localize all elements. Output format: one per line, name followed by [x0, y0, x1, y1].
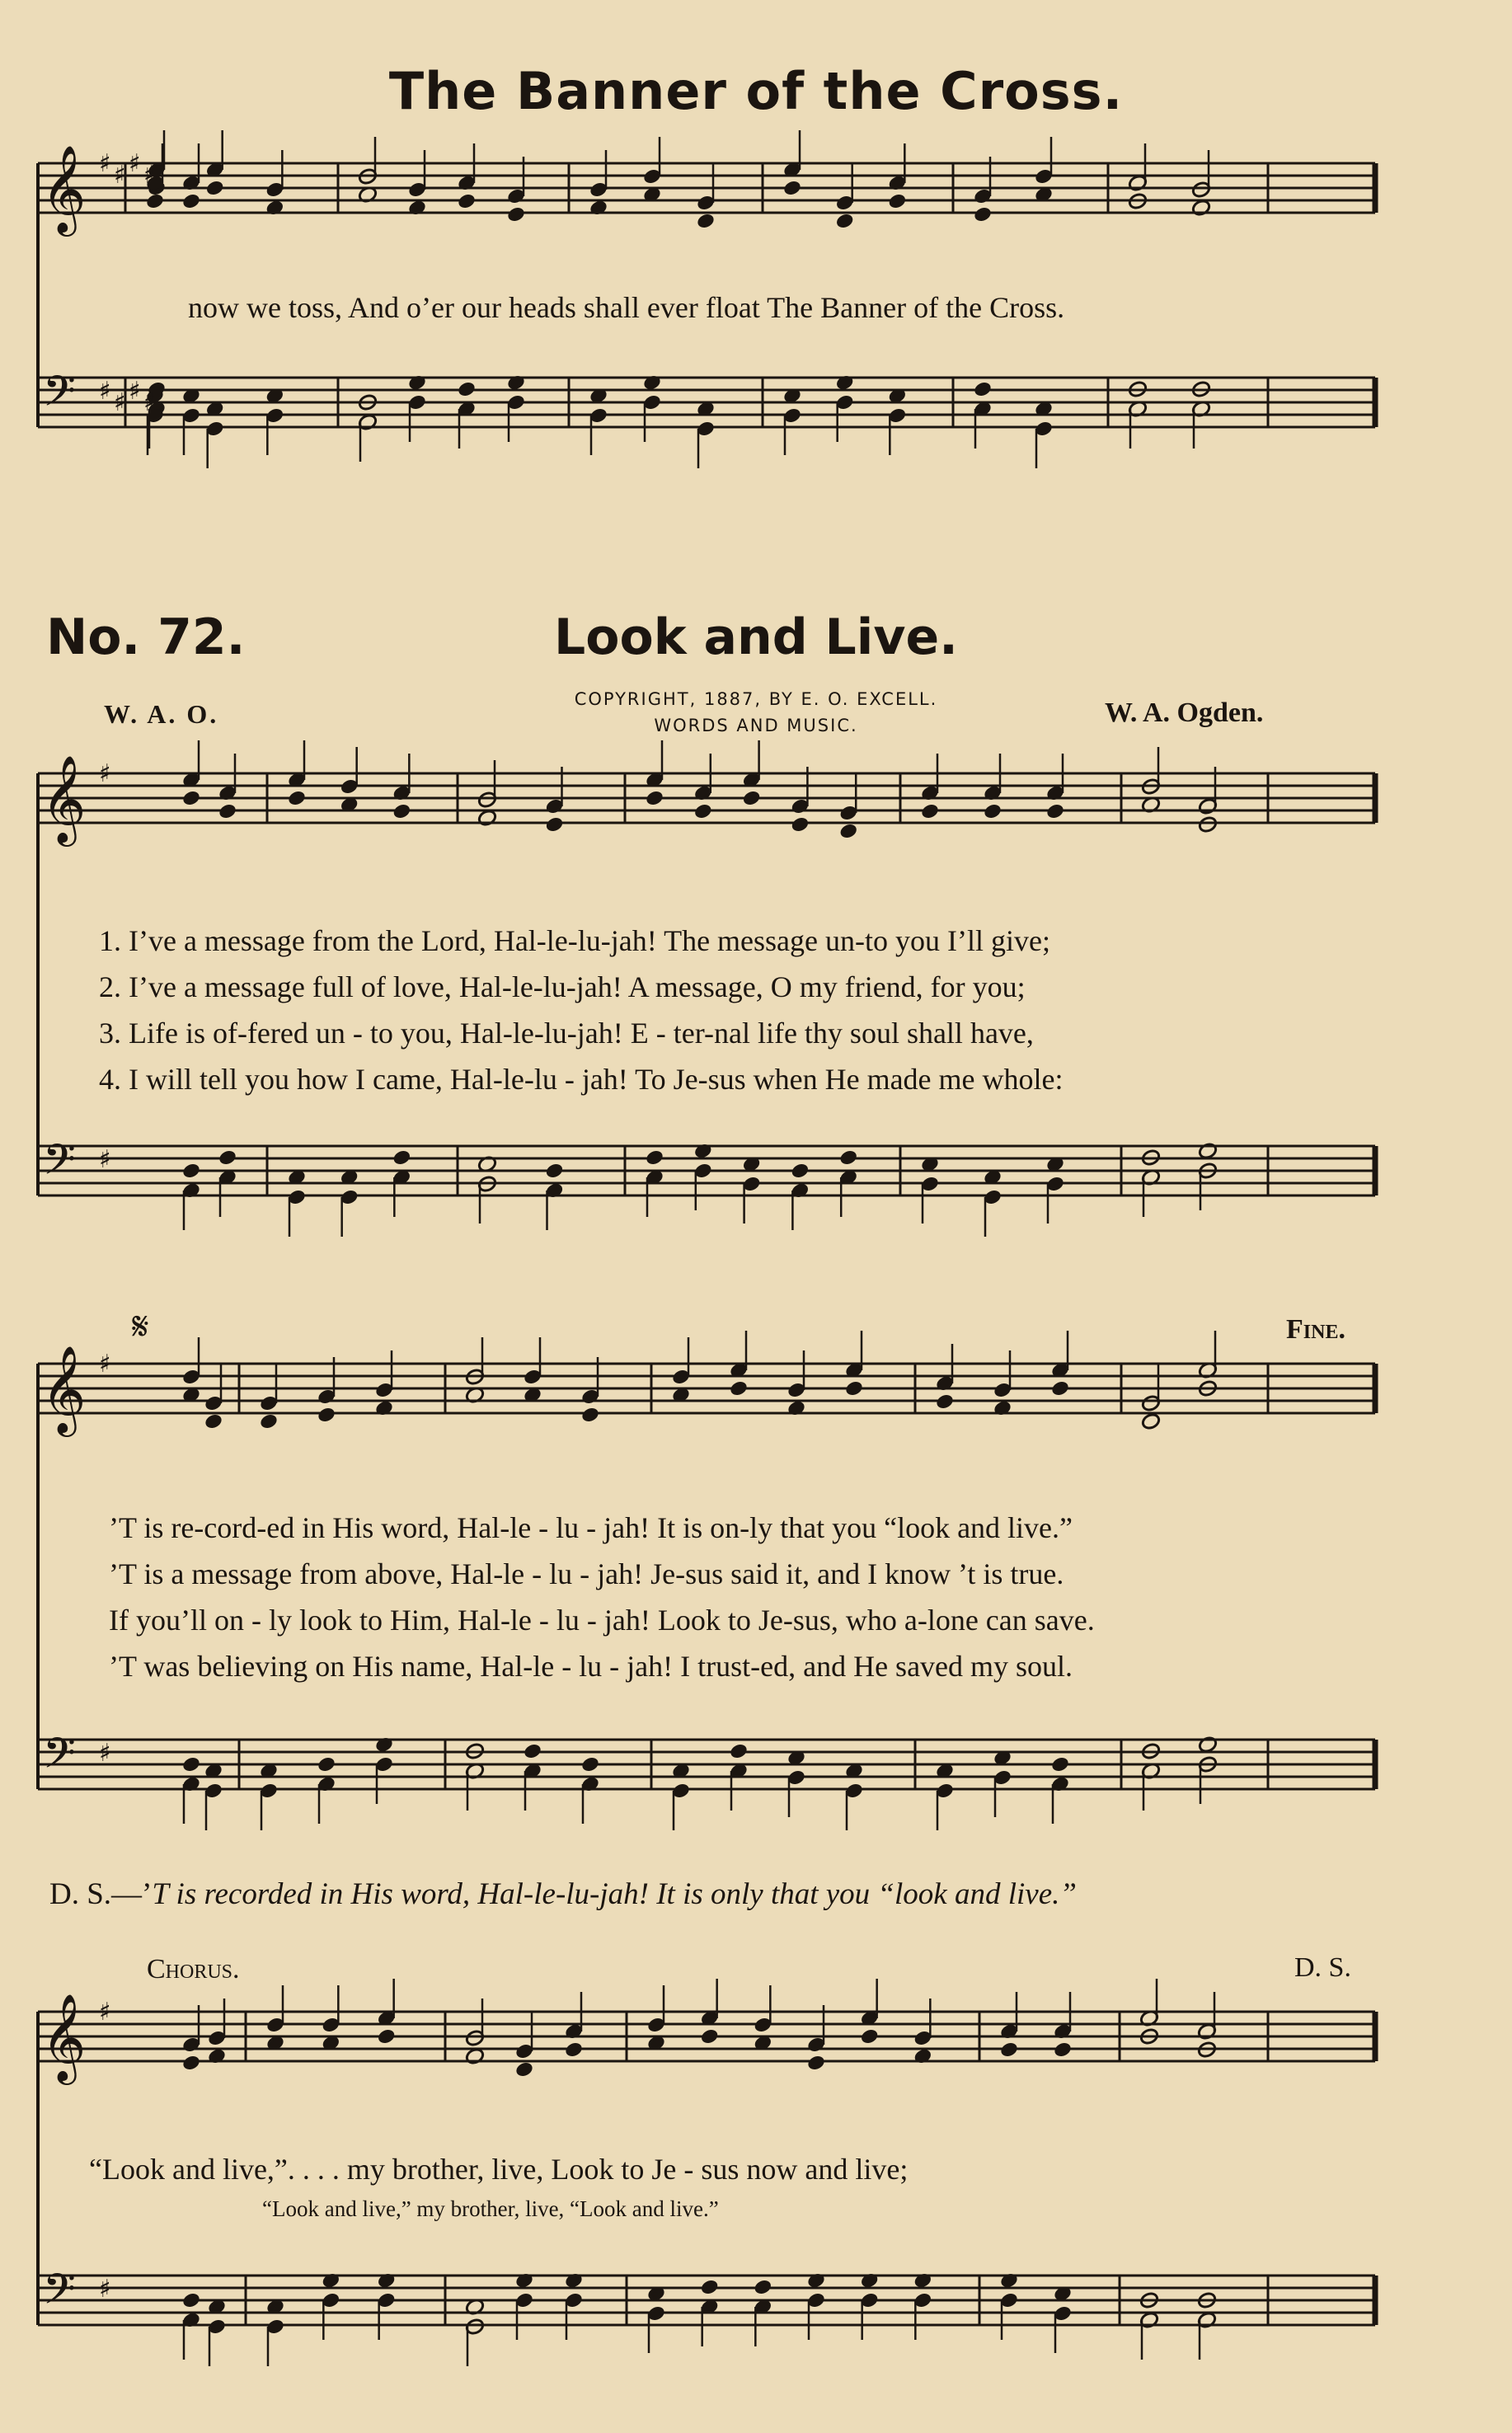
note-head [983, 802, 1003, 820]
verse-line: 4. I will tell you how I came, Hal-le-lu - jah! To Je-sus when He made me whole: [99, 1063, 1064, 1096]
note-head [699, 2027, 719, 2046]
note-head [693, 802, 713, 820]
ds-prefix: D. S.—’ [49, 1877, 153, 1911]
music-author: W. A. Ogden. [1105, 697, 1264, 728]
clef-glyph: 𝄢 [43, 2264, 76, 2324]
note-head [523, 1742, 542, 1760]
note-head [392, 1148, 411, 1167]
note-head [1050, 1379, 1070, 1397]
clef-glyph: ♯ [129, 149, 141, 178]
bar-lines [38, 130, 1375, 2366]
note-head [544, 1162, 564, 1180]
clef-glyph: ♯ [99, 149, 111, 178]
note-head [392, 802, 411, 820]
note-head [645, 1148, 664, 1167]
note-head [181, 1755, 201, 1773]
clef-glyph: ♯ [99, 1145, 111, 1174]
note-head [782, 179, 802, 197]
note-head [838, 1148, 858, 1167]
clef-glyph: ♯ [114, 388, 126, 417]
note-head [973, 380, 993, 398]
note-head [729, 1742, 749, 1760]
note-head [218, 802, 237, 820]
note-head [838, 822, 858, 840]
verse-line: 3. Life is of-fered un - to you, Hal-le-lu-jah! E - ter-nal life thy soul shall have, [99, 1017, 1034, 1050]
note-head [699, 2278, 719, 2296]
note-head [506, 205, 526, 223]
ds-text: T is recorded in His word, Hal-le-lu-jah! It is only that you “look and live.” [152, 1877, 1077, 1911]
note-head [920, 802, 940, 820]
note-head [844, 1379, 864, 1397]
note-head [1198, 815, 1218, 834]
note-head [181, 789, 201, 807]
verse-line: 2. I’ve a message full of love, Hal-le-lu-jah! A message, O my friend, for you; [99, 970, 1026, 1003]
clef-glyph: 𝄢 [43, 1728, 76, 1788]
fine-marker: Fine. [1286, 1314, 1345, 1345]
note-head [376, 2027, 396, 2046]
chorus-label: Chorus. [147, 1954, 240, 1984]
note-head [317, 1406, 336, 1424]
verse-line: ’T is a message from above, Hal-le - lu - jah! Je-sus said it, and I know ’t is true. [109, 1557, 1064, 1590]
hymn-number: No. 72. [46, 608, 246, 666]
note-head [1141, 1412, 1161, 1430]
note-head [790, 1162, 810, 1180]
clef-glyph: ♯ [99, 1739, 111, 1768]
clef-glyph: 𝄞 [41, 144, 87, 232]
clef-glyph: ♯ [99, 759, 111, 788]
note-head [580, 1755, 600, 1773]
clef-glyph: 𝄞 [41, 1345, 87, 1433]
note-head [580, 1406, 600, 1424]
clef-glyph: ♯ [99, 377, 111, 406]
clef-signs [41, 144, 156, 2324]
note-head [935, 1393, 955, 1411]
note-head [1053, 2041, 1073, 2059]
note-head [1050, 1755, 1070, 1773]
note-head [729, 1379, 749, 1397]
clef-glyph: 𝄞 [41, 1993, 87, 2081]
note-head [181, 2054, 201, 2072]
clef-glyph: ♯ [99, 1998, 111, 2027]
clef-glyph: ♯ [99, 1350, 111, 1379]
note-head [973, 205, 993, 223]
clef-glyph: ♯ [114, 161, 126, 190]
note-head [218, 1148, 237, 1167]
clef-glyph: ♯ [143, 161, 156, 190]
note-head [514, 2060, 534, 2078]
clef-glyph: 𝄞 [41, 754, 87, 843]
clef-glyph: 𝄢 [43, 1134, 76, 1195]
chorus-alt-lyric: “Look and live,” my brother, live, “Look and live.” [262, 2196, 719, 2221]
clef-glyph: ♯ [129, 377, 141, 406]
note-head [564, 2041, 584, 2059]
clef-glyph: 𝄢 [43, 366, 76, 426]
note-head [287, 789, 307, 807]
note-heads [145, 161, 1218, 2336]
note-head [790, 815, 810, 834]
note-head [859, 2027, 879, 2046]
note-head [317, 1755, 336, 1773]
note-head [753, 2278, 772, 2296]
words-author: W. A. O. [104, 699, 219, 729]
previous-hymn-lyric: now we toss, And o’er our heads shall ever float The Banner of the Cross. [188, 291, 1065, 324]
chorus-lyric: “Look and live,”. . . . my brother, live, Look to Je - sus now and live; [89, 2153, 909, 2186]
note-head [145, 192, 165, 210]
note-head [457, 192, 477, 210]
copyright-line: COPYRIGHT, 1887, BY E. O. EXCELL. [574, 689, 938, 709]
note-head [887, 192, 907, 210]
note-head [1045, 802, 1065, 820]
verse-line: ’T was believing on His name, Hal-le - lu - jah! I trust-ed, and He saved my soul. [109, 1650, 1073, 1683]
note-head [741, 789, 761, 807]
segno-sign: 𝄋 [132, 1305, 149, 1349]
note-head [696, 212, 716, 230]
note-head [181, 2291, 201, 2309]
note-head [544, 815, 564, 834]
verse-line: ’T is re-cord-ed in His word, Hal-le - lu - jah! It is on-ly that you “look and live.” [109, 1511, 1073, 1544]
verse-line: 1. I’ve a message from the Lord, Hal-le-lu-jah! The message un-to you I’ll give; [99, 924, 1050, 957]
verse-line: If you’ll on - ly look to Him, Hal-le - lu - jah! Look to Je-sus, who a-lone can save. [109, 1604, 1095, 1637]
note-head [806, 2054, 826, 2072]
previous-hymn-title: The Banner of the Cross. [388, 61, 1124, 121]
note-head [204, 1412, 223, 1430]
staff-lines [38, 163, 1375, 2325]
hymn-title: Look and Live. [554, 608, 958, 666]
chorus-ds-marker: D. S. [1294, 1952, 1351, 1983]
note-head [204, 179, 224, 197]
note-head [259, 1412, 279, 1430]
copyright-subline: WORDS AND MUSIC. [654, 716, 858, 735]
clef-glyph: ♯ [99, 2275, 111, 2304]
note-head [834, 212, 854, 230]
clef-glyph: ♯ [143, 388, 156, 417]
note-head [181, 192, 201, 210]
note-head [457, 380, 477, 398]
note-head [645, 789, 664, 807]
note-head [181, 1162, 201, 1180]
note-head [999, 2041, 1019, 2059]
